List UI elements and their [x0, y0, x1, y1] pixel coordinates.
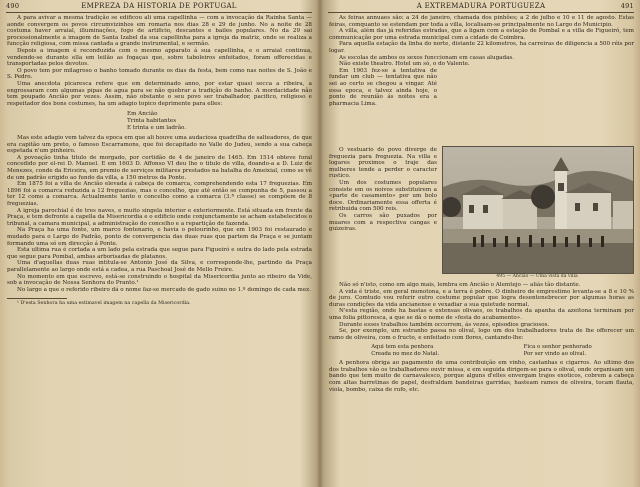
paragraph: Uma d'aquellas duas ruas intitula-se Antonio José da Silva, e corresponde-lhe, partindo da Praça parallelamente ao largo onde está a cadea, a rua Paschoal José de Mello Freire.: [7, 260, 312, 273]
left-body-text: [7, 15, 312, 307]
right-body-text-bottom: [329, 282, 634, 393]
paragraph: Depois a imagem é reconduzida com o mesmo apparato á sua capellinha, e o arraial continua, vendendo-se durante ella em leilão as fogaças que, sobre taboleiros enfeitados, foram offerecidas e transportadas pelos devotos.: [7, 47, 312, 68]
wrapped-text-column: [329, 147, 437, 233]
adagio-verse: [127, 111, 312, 131]
paragraph: Os carros são puxados por muares com a respectiva cangas e guizeiras.: [329, 212, 437, 233]
paragraph: A igreja parochial é de tres naves, e muito singela interior e exteriormente. Está situada em frente da Praça, e tem defronte a capella da Misericordia e o edificio onde conjunctamente se acham estabelecidos o tribunal, a camara municipal, a administração do concelho e a repartição de fazenda.: [7, 207, 312, 227]
right-page: [322, 0, 640, 487]
paragraph: Em 1903 fez-se a tentativa de fundar um club — tentativa que não sei ao certo se chegou a vingar. Até essa epoca, e talvez ainda hoje, o ponto de reunião ás noites era a pharmacia Lima.: [329, 67, 437, 107]
footnote-rule: [7, 298, 67, 299]
paragraph: Mas este adagio vem talvez da epoca em que ali houve uma audaciosa quadrilha de salteadores, de que era capitão um preto, o famoso Escarramons, que foi decapitado no Valle do Judeu, sendo a sua cabeça espetada n'um pinheiro.: [7, 135, 312, 155]
paragraph: A para avivar a mesma tradição se edificou ali uma capellinha — com a invocação da Rainha Santa — aonde convergem os povos circumvizinhos em romaria nos dias 28 e 29 de junho. No a noite de 28 costuma haver arraial, illuminações, fogo de artificio, descantes e bailes populares. No da 29 sai processionalmente a imagem de Santa Izabel da sua capellinha para a igreja da matriz, onde se realiza a funcção religiosa, com missa cantada a grande instrumental, e sermão.: [7, 15, 312, 48]
left-page: [0, 0, 318, 487]
quatrain-right: [524, 344, 592, 357]
right-page-number: 491: [620, 2, 634, 10]
left-page-number: 490: [6, 2, 20, 10]
paragraph: O povo tem por milagroso o banho tomado durante os dias da festa, bem como nas noites de S. João e S. Pedro.: [7, 67, 312, 81]
right-running-title: A EXTREMADURA PORTUGUEZA: [416, 2, 546, 10]
quatrain: [329, 344, 634, 357]
paragraph: No largo a que o referido ribeiro dá o nome faz-se mercado de gado suino no 1.º domingo de cada mez.: [17, 286, 311, 293]
paragraph: Durante esses trabalhos também occorrem, ás vezes, episodios graciosos.: [339, 321, 550, 328]
verse-line: Fica o senhor penhorado: [523, 344, 592, 351]
verse-line: Aqui tem esta penhora: [371, 344, 434, 351]
paragraph: A penhora obriga ao pagamento de uma contribuição em vinho, castanhas e cigarros. Ao ultimo dos dos trabalhos vão os trabalhadores ouvir missa, e em seguida dirigem-se para o olival, onde organisam um bando que tem muito de carnavalesco, porque alguns d'elles envergam trajos exoticos, cobrem a cabeça com altas barretinas de papel, desfraldam bandeiras garridas, hasteam ramos de oliveira, tocam flauta, viola, bombo, caixa de rufo, etc.: [329, 360, 634, 393]
paragraph: Um dos costumes populares consiste em os noivos substituirem a «parte de casamento» por um bolo doce. Ordinariamente essa offerta é retribuida com 500 reis.: [329, 179, 437, 213]
town-view-illustration: [443, 147, 633, 273]
left-running-title: EMPREZA DA HISTORIA DE PORTUGAL: [81, 2, 237, 10]
paragraph: As escolas de ambos os sexos funccionam em casas alugadas.: [339, 54, 515, 61]
footnote: ¹ D'esta Senhora ha uma estimavel imagem na capella da Misericordia.: [17, 301, 191, 307]
verse-line: Creada no mez do Natal.: [371, 350, 440, 357]
verse-line: Por ser vindo ao olival.: [523, 350, 587, 357]
paragraph: O vestuario do povo diverge de freguezia para freguezia. Na villa e logares proximos o traje das mulheres tende a perder o caracter rustico.: [329, 147, 437, 180]
paragraph: A povoação tinha titulo de morgado, por certidão de 4 de janeiro de 1465. Em 1514 obteve foral concedido por el-rei D. Manuel. E em 1603 D. Affonso VI deu lhe o titulo de villa, doando-a a D. Luiz de Menezes, conde da Ericeira, em premio de serviços militares prestados na batalha do Ameixial, como se vê de um padrão erigido ao fundo da villa, a 150 metros da Ponte.: [7, 154, 312, 181]
town-view-photograph: [442, 146, 634, 274]
paragraph: No momento em que escrevo, está-se construindo o hospital da Misericordia junto ao ribeiro da Vide, sob a invocação de Nossa Senhora do Pranto.¹: [7, 273, 312, 287]
paragraph: Na Praça ha uma fonte, um marco fontenario, e havia o pelourinho, que em 1903 foi restaurado e mudado para o Largo do Padrão, ponto de convergencia das duas ruas que partem da Praça e se juntam formando uma só em direcção á Ponte.: [7, 227, 312, 247]
right-body-text-top: [329, 15, 634, 107]
paragraph: Para aquella estação da linha do norte, distante 22 kilometros, ha carreiras de diligencia a 500 réis por logar.: [329, 41, 634, 54]
verse-line: Trinta habitantes: [127, 117, 177, 124]
right-head-rule: [328, 12, 634, 13]
right-running-head: [328, 2, 634, 12]
paragraph: A vida é triste, em geral monotona, e a terra é pobre. O dinheiro de emprestimo levanta-se a 8 e 10 % de juro. Comtudo vou referir outro costume popular que logra desentenebrecer por algumas horas as duras condições da vida ancianense e vexadiar a sua quietude normal.: [329, 288, 634, 308]
paragraph: A villa, além das já referidas estradas, que a ligam com a estação de Pombal e a villa de Figueiró, tem communicação por uma estrada municipal com a cidade de Coimbra.: [329, 28, 634, 41]
left-head-rule: [6, 12, 312, 13]
photo-caption: 495 — Ancião — Uma vista da villa: [496, 274, 578, 279]
quatrain-left: [371, 344, 439, 357]
paragraph: Uma anecdota picaresca refere que em determinado anno, por estar quasi secca a ribeira, a engrossaram com algumas pipas de agua para se não quebrar a tradição do banho. A mordacidade não tem poupado Ancião por vezes. Assim, não obstante o seu povo ser trabalhador, pacifico, religioso e respeitador dos bons costumes, ha um adagio topico deprimente para elles:: [7, 80, 312, 107]
left-running-head: [6, 2, 312, 12]
paragraph: Esta ultima rua é cortada a um lado pela estrada que segue para Figueiró e outra do lado pela estrada que segue para Pombal, ambas arborisadas de platanos.: [7, 247, 312, 260]
paragraph: As feiras annuaes são: a 24 de janeiro, chamada dos pinhões; a 2 de julho e 10 e 11 de agosto. Estas feiras, comquanto se estendam por toda a villa, localisam-se principalmente no Largo do Municipio.: [329, 15, 634, 28]
paragraph: Se, por exemplo, um estranho passa no olival, logo um dos trabalhadores trata de lhe offerecer um ramo de oliveira, com o fructo, e enfeitado com flores, cantando-lhe:: [329, 328, 634, 341]
paragraph: Em 1875 foi a villa de Ancião elevada á cabeça de comarca, comprehendendo esta 17 freguezias. Em 1896 foi a comarca reduzida a 12 freguezias, mas o concelho, que até então se compunha de 5, passou a ter 12 como a comarca. Actualmente tanto o concelho como a comarca (3.ª classe) se compõem de 8 freguezias.: [7, 181, 312, 208]
paragraph: Não só n'isto, como em algo mais, lembra em Ancião o Alemtejo — aliás tão distante.: [339, 282, 581, 288]
verse-line: Em Ancião: [127, 111, 158, 118]
paragraph: N'esta região, onde ha bastas e extensas olivaes, os trabalhos da apanha da azeitona terminam por uma folia pittoresca, a que se dá o nome de «festa do acabamento».: [329, 308, 634, 321]
verse-line: E trinta e um ladrão.: [127, 124, 187, 131]
paragraph: Não existe theatro. Hotel um só, o do Valente.: [339, 61, 470, 68]
